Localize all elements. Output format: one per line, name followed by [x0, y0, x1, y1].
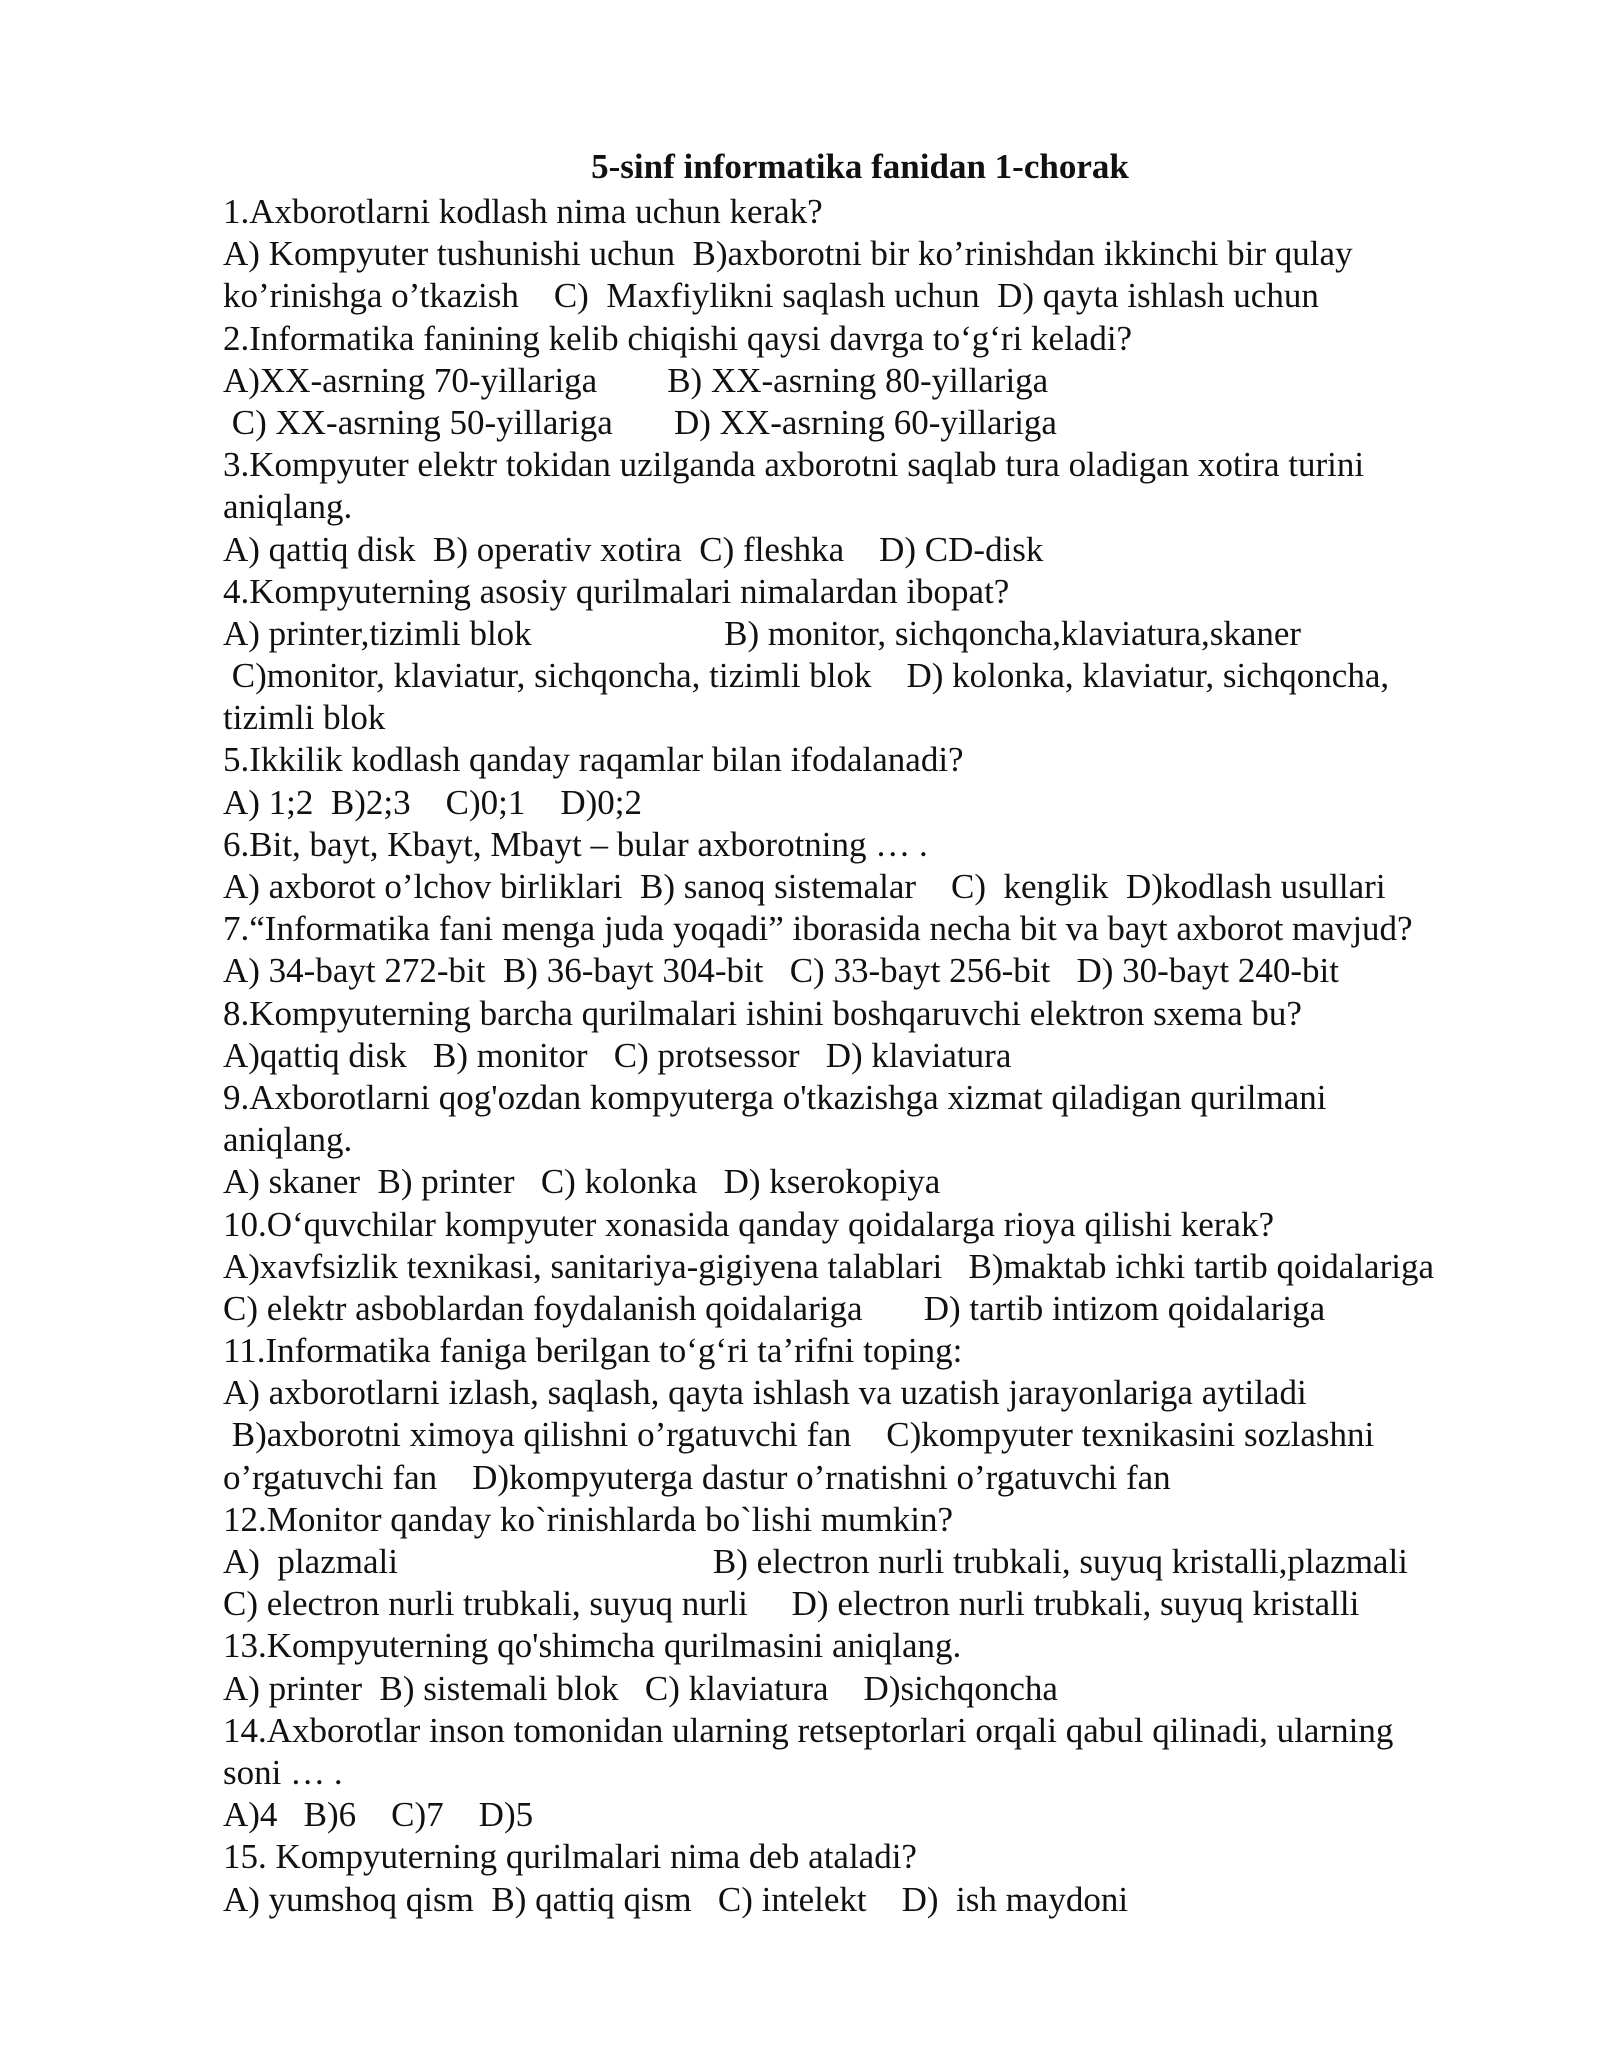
document-title: 5-sinf informatika fanidan 1-chorak	[591, 147, 1129, 186]
question-10-options: A)xavfsizlik texnikasi, sanitariya-gigiyena talablari B)maktab ichki tartib qoidalariga	[223, 1246, 1434, 1286]
question-3-options: A) qattiq disk B) operativ xotira C) fleshka D) CD-disk	[223, 529, 1044, 569]
question-14-options: A)4 B)6 C)7 D)5	[223, 1795, 534, 1835]
question-8-options: A)qattiq disk B) monitor C) protsessor D) klaviatura	[223, 1035, 1012, 1075]
question-10-options: C) elektr asboblardan foydalanish qoidalariga D) tartib intizom qoidalariga	[223, 1288, 1326, 1328]
question-9-text: 9.Axborotlarni qog'ozdan kompyuterga o'tkazishga xizmat qiladigan qurilmani	[223, 1077, 1327, 1117]
question-2-options: C) XX-asrning 50-yillariga D) XX-asrning 60-yillariga	[223, 402, 1057, 442]
question-12-options: C) electron nurli trubkali, suyuq nurli D) electron nurli trubkali, suyuq kristalli	[223, 1584, 1360, 1624]
question-6-text: 6.Bit, bayt, Kbayt, Mbayt – bular axborotning … .	[223, 824, 928, 864]
document-body	[223, 191, 1523, 1921]
question-6-options: A) axborot o’lchov birliklari B) sanoq sistemalar C) kenglik D)kodlash usullari	[223, 867, 1386, 906]
question-7-options: A) 34-bayt 272-bit B) 36-bayt 304-bit C) 33-bayt 256-bit D) 30-bayt 240-bit	[223, 951, 1339, 991]
question-9-text: aniqlang.	[223, 1120, 353, 1160]
question-4-options: A) printer,tizimli blok B) monitor, sichqoncha,klaviatura,skaner	[223, 613, 1302, 653]
question-15-options: A) yumshoq qism B) qattiq qism C) intelekt D) ish maydoni	[223, 1879, 1129, 1919]
question-9-options: A) skaner B) printer C) kolonka D) kserokopiya	[223, 1162, 941, 1202]
question-11-text: 11.Informatika faniga berilgan to‘g‘ri ta’rifni toping:	[223, 1331, 963, 1371]
question-11-options: A) axborotlarni izlash, saqlash, qayta ishlash va uzatish jarayonlariga aytiladi	[223, 1373, 1307, 1413]
question-4-text: 4.Kompyuterning asosiy qurilmalari nimalardan ibopat?	[223, 571, 1010, 611]
question-4-options: tizimli blok	[223, 698, 386, 738]
question-14-text: soni … .	[223, 1752, 343, 1792]
question-4-options: C)monitor, klaviatur, sichqoncha, tizimli blok D) kolonka, klaviatur, sichqoncha,	[223, 656, 1390, 696]
question-8-text: 8.Kompyuterning barcha qurilmalari ishini boshqaruvchi elektron sxema bu?	[223, 993, 1302, 1033]
question-12-options: A) plazmali B) electron nurli trubkali, suyuq kristalli,plazmali	[223, 1542, 1408, 1581]
question-5-options: A) 1;2 B)2;3 C)0;1 D)0;2	[223, 782, 643, 822]
question-15-text: 15. Kompyuterning qurilmalari nima deb ataladi?	[223, 1837, 917, 1877]
question-2-options: A)XX-asrning 70-yillariga B) XX-asrning 80-yillariga	[223, 360, 1049, 400]
question-5-text: 5.Ikkilik kodlash qanday raqamlar bilan ifodalanadi?	[223, 740, 964, 780]
question-14-text: 14.Axborotlar inson tomonidan ularning retseptorlari orqali qabul qilinadi, ularning	[223, 1710, 1394, 1750]
question-11-options: B)axborotni ximoya qilishni o’rgatuvchi fan C)kompyuter texnikasini sozlashni	[223, 1415, 1375, 1455]
question-3-text: aniqlang.	[223, 487, 353, 527]
question-3-text: 3.Kompyuter elektr tokidan uzilganda axborotni saqlab tura oladigan xotira turini	[223, 445, 1365, 485]
question-1-text: 1.Axborotlarni kodlash nima uchun kerak?	[223, 192, 823, 231]
question-13-options: A) printer B) sistemali blok C) klaviatura D)sichqoncha	[223, 1668, 1058, 1708]
question-13-text: 13.Kompyuterning qo'shimcha qurilmasini aniqlang.	[223, 1626, 962, 1666]
question-11-options: o’rgatuvchi fan D)kompyuterga dastur o’rnatishni o’rgatuvchi fan	[223, 1457, 1171, 1497]
question-1-options: ko’rinishga o’tkazish C) Maxfiylikni saqlash uchun D) qayta ishlash uchun	[223, 276, 1319, 316]
question-10-text: 10.O‘quvchilar kompyuter xonasida qanday qoidalarga rioya qilishi kerak?	[223, 1204, 1274, 1244]
question-2-text: 2.Informatika fanining kelib chiqishi qaysi davrga to‘g‘ri keladi?	[223, 318, 1133, 358]
question-1-options: A) Kompyuter tushunishi uchun B)axborotni bir ko’rinishdan ikkinchi bir qulay	[223, 234, 1353, 274]
question-12-text: 12.Monitor qanday ko`rinishlarda bo`lishi mumkin?	[223, 1499, 954, 1539]
question-7-text: 7.“Informatika fani menga juda yoqadi” iborasida necha bit va bayt axborot mavjud?	[223, 909, 1413, 949]
